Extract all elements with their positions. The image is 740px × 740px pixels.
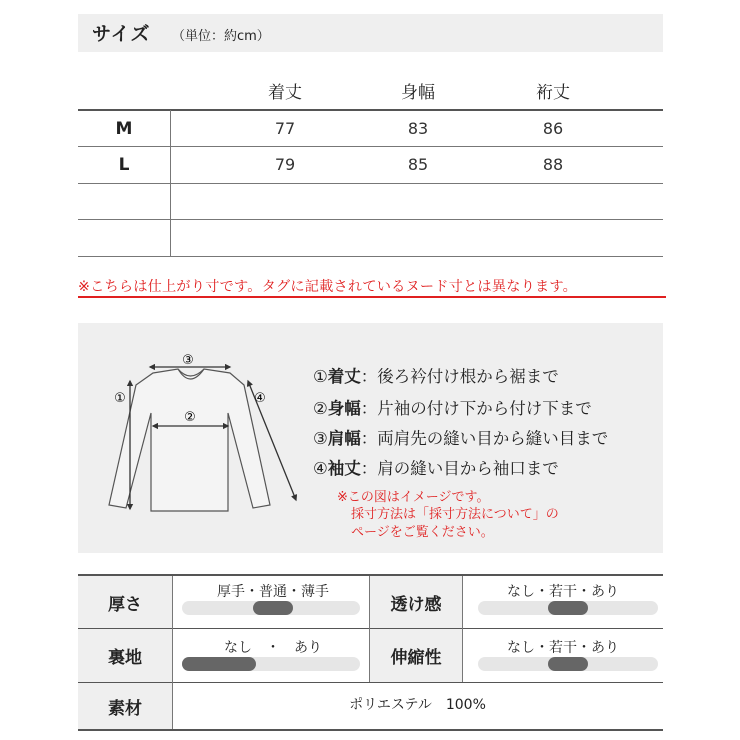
cell-l-length: 79 <box>274 155 296 174</box>
def-length <box>313 363 559 387</box>
marker-sleeve: ④ <box>254 391 266 406</box>
def-desc: ：片袖の付け下から付け下まで <box>360 399 592 418</box>
attr-col-divider <box>462 576 463 682</box>
row-label-l: L <box>118 155 130 175</box>
def-desc: ：後ろ衿付け根から裾まで <box>360 367 559 386</box>
def-desc: ：両肩先の縫い目から縫い目まで <box>360 429 609 448</box>
sheerness-indicator <box>548 601 588 615</box>
label-column-divider <box>170 110 171 256</box>
def-term: 着丈 <box>327 367 361 386</box>
material-value: ポリエステル 100% <box>349 697 486 713</box>
diagram-note: ※この図はイメージです。 <box>337 490 490 505</box>
row-divider <box>78 183 663 184</box>
diagram-note: ページをご覧ください。 <box>351 525 494 540</box>
label-stretch: 伸縮性 <box>370 629 462 682</box>
stretch-options: なし・若干・あり <box>507 640 619 656</box>
attr-col-divider <box>172 576 173 729</box>
col-header-length: 着丈 <box>268 83 302 103</box>
attr-col-divider <box>369 576 370 682</box>
size-note: ※こちらは仕上がり寸です。タグに記載されているヌード寸とは異なります。 <box>78 279 577 295</box>
marker-length: ① <box>114 391 126 406</box>
def-term: 身幅 <box>327 399 361 418</box>
cell-m-length: 77 <box>274 119 296 138</box>
size-header-bar <box>78 14 663 52</box>
shirt-outline-icon <box>109 369 270 511</box>
def-width <box>313 395 592 419</box>
attr-bottom-border <box>78 729 663 731</box>
size-note-underline <box>78 296 666 298</box>
cell-m-sleeve: 86 <box>542 119 564 138</box>
row-label-m: M <box>115 119 133 139</box>
shirt-diagram <box>78 323 308 553</box>
label-lining: 裏地 <box>78 629 172 682</box>
sheerness-track <box>478 601 658 615</box>
sheerness-options: なし・若干・あり <box>507 584 619 600</box>
cell-m-width: 83 <box>407 119 429 138</box>
label-thickness: 厚さ <box>78 576 172 628</box>
cell-l-sleeve: 88 <box>542 155 564 174</box>
def-term: 袖丈 <box>327 459 361 478</box>
lining-indicator <box>182 657 256 671</box>
lining-track <box>182 657 360 671</box>
label-material: 素材 <box>78 683 172 729</box>
label-sheerness: 透け感 <box>370 576 462 628</box>
lining-options: なし ・ あり <box>224 640 322 656</box>
def-desc: ：肩の縫い目から袖口まで <box>360 459 559 478</box>
row-divider <box>78 146 663 147</box>
thickness-track <box>182 601 360 615</box>
marker-shoulder: ③ <box>182 353 194 368</box>
def-shoulder <box>313 425 608 449</box>
stretch-track <box>478 657 658 671</box>
row-divider <box>78 219 663 220</box>
def-sleeve <box>313 455 559 479</box>
table-header-divider <box>78 109 663 111</box>
def-term: 肩幅 <box>327 429 361 448</box>
marker-width: ② <box>184 410 196 425</box>
thickness-options: 厚手・普通・薄手 <box>217 584 329 600</box>
def-num: ④ <box>313 459 328 478</box>
diagram-note: 採寸方法は「採寸方法について」の <box>351 507 559 522</box>
size-title: サイズ <box>92 23 151 45</box>
size-unit: （単位：約cm） <box>172 29 270 44</box>
col-header-sleeve: 裄丈 <box>536 83 570 103</box>
col-header-width: 身幅 <box>401 83 435 103</box>
def-num: ① <box>313 367 328 386</box>
row-divider <box>78 256 663 257</box>
def-num: ② <box>313 399 328 418</box>
thickness-indicator <box>253 601 293 615</box>
def-num: ③ <box>313 429 328 448</box>
stretch-indicator <box>548 657 588 671</box>
cell-l-width: 85 <box>407 155 429 174</box>
